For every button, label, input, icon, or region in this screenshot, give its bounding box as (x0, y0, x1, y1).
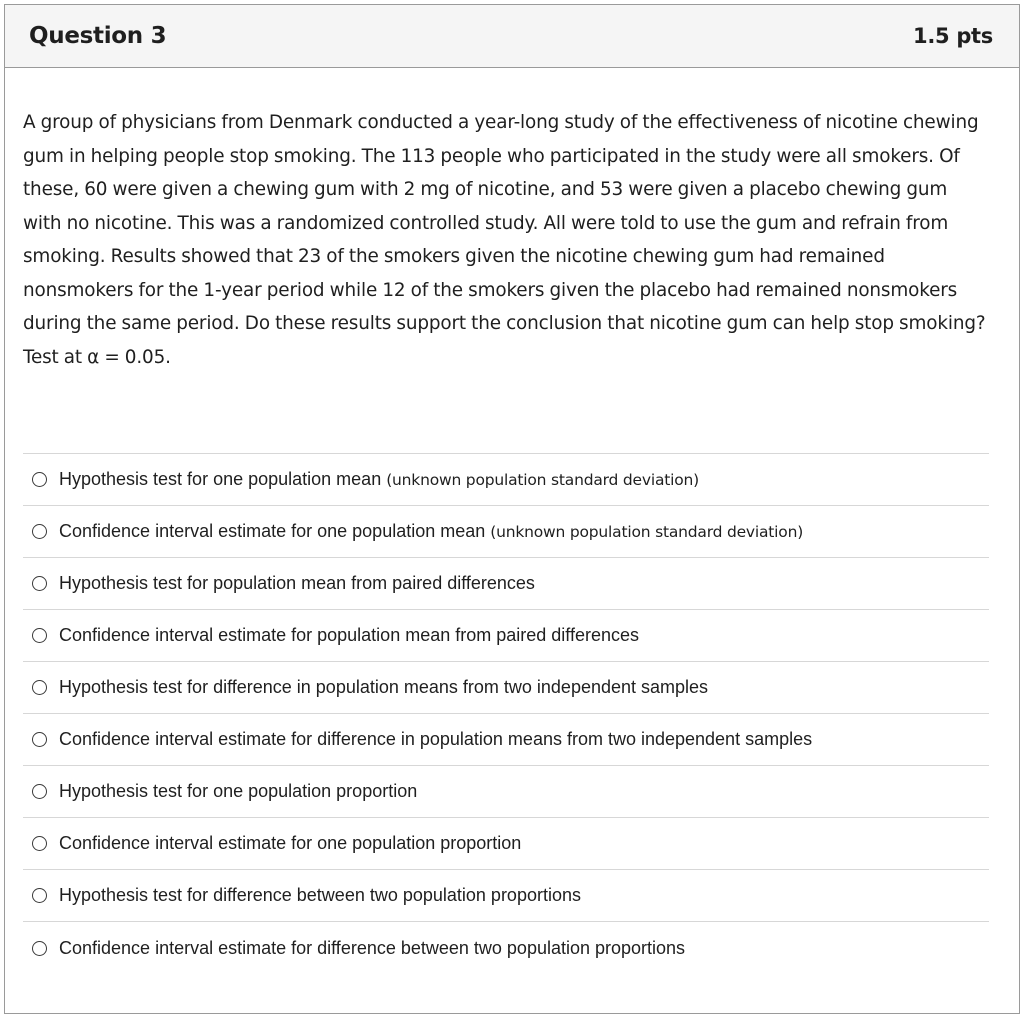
question-title: Question 3 (29, 23, 167, 49)
question-text: A group of physicians from Denmark conducted a year-long study of the effectiveness of nicotine chewing gum in helping people stop smoking. The 113 people who participated in the study were all smokers. Of these, 60 were given a chewing gum with 2 mg of nicotine, and 53 were given a placebo chewing gum with no nicotine. This was a randomized controlled study. All were told to use the gum and refrain from smoking. Results showed that 23 of the smokers given the nicotine chewing gum had remained nonsmokers for the 1-year period while 12 of the smokers given the placebo had remained nonsmokers during the same period. Do these results support the conclusion that nicotine gum can help stop smoking? Test at α = 0.05. (23, 112, 986, 368)
answer-label: Confidence interval estimate for population mean from paired differences (59, 625, 639, 645)
answer-label: Hypothesis test for difference between two population proportions (59, 885, 581, 905)
question-points: 1.5 pts (913, 24, 993, 48)
answer-option-6[interactable] (23, 714, 989, 766)
answer-option-4[interactable] (23, 610, 989, 662)
answer-option-3[interactable] (23, 558, 989, 610)
radio-button[interactable] (32, 784, 47, 799)
answer-option-9[interactable] (23, 870, 989, 922)
answer-option-10[interactable] (23, 922, 989, 974)
radio-button[interactable] (32, 836, 47, 851)
answer-label: Confidence interval estimate for one population mean (59, 521, 486, 541)
answer-option-7[interactable] (23, 766, 989, 818)
answer-option-8[interactable] (23, 818, 989, 870)
radio-button[interactable] (32, 524, 47, 539)
answer-option-1[interactable] (23, 454, 989, 506)
answer-label: Confidence interval estimate for difference in population means from two independent samples (59, 729, 813, 749)
radio-button[interactable] (32, 888, 47, 903)
radio-button[interactable] (32, 628, 47, 643)
answer-note: (unknown population standard deviation) (386, 470, 699, 489)
answer-label: Hypothesis test for population mean from paired differences (59, 573, 535, 593)
question-header (5, 5, 1019, 68)
answer-label: Hypothesis test for one population mean (59, 469, 382, 489)
radio-button[interactable] (32, 576, 47, 591)
answer-option-2[interactable] (23, 506, 989, 558)
answer-label: Hypothesis test for difference in population means from two independent samples (59, 677, 709, 697)
answer-label: Confidence interval estimate for difference between two population proportions (59, 937, 686, 958)
answer-list (23, 453, 989, 974)
radio-button[interactable] (32, 941, 47, 956)
radio-button[interactable] (32, 472, 47, 487)
answer-label: Confidence interval estimate for one population proportion (59, 833, 522, 853)
answer-note: (unknown population standard deviation) (490, 522, 804, 541)
answer-label: Hypothesis test for one population proportion (59, 781, 418, 801)
radio-button[interactable] (32, 680, 47, 695)
answer-option-5[interactable] (23, 662, 989, 714)
radio-button[interactable] (32, 732, 47, 747)
